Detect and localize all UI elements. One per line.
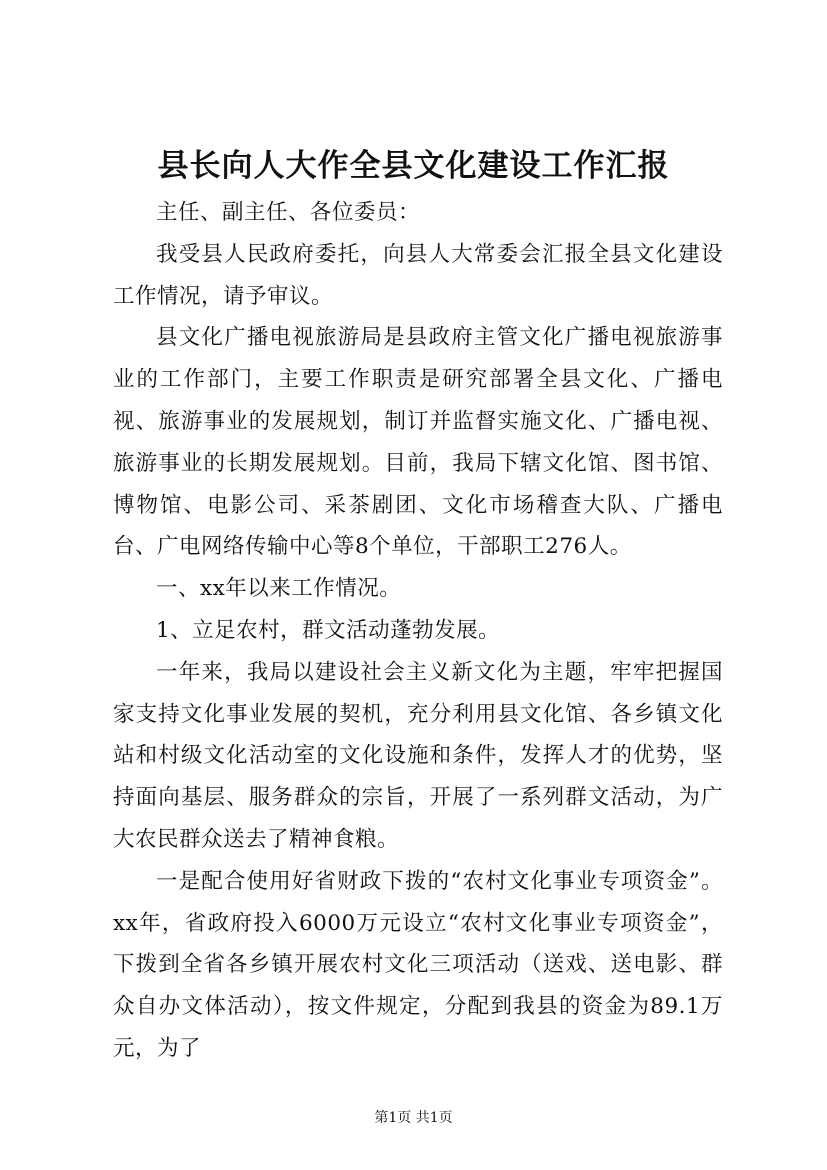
body-paragraph: 县文化广播电视旅游局是县政府主管文化广播电视旅游事业的工作部门，主要工作职责是研究部署全县文化、广播电视、旅游事业的发展规划，制订并监督实施文化、广播电视、旅游事业的长期发展规划。目前，我局下辖文化馆、图书馆、博物馆、电影公司、采茶剧团、文化市场稽查大队、广播电台、广电网络传输中心等8个单位，干部职工276人。 [113,325,723,560]
subsection-heading: 1、立足农村，群文活动蓬勃发展。 [156,617,501,643]
document-title: 县长向人大作全县文化建设工作汇报 [157,148,670,184]
salutation-paragraph: 主任、副主任、各位委员： [156,200,421,225]
body-paragraph: 一年来，我局以建设社会主义新文化为主题，牢牢把握国家支持文化事业发展的契机，充分利用县文化馆、各乡镇文化站和村级文化活动室的文化设施和条件，发挥人才的优势，坚持面向基层、服务群众的宗旨，开展了一系列群文活动，为广大农民群众送去了精神食粮。 [113,659,723,852]
document-body [113,192,723,1070]
body-paragraph: 一是配合使用好省财政下拨的“农村文化事业专项资金”。xx年，省政府投入6000万元设立“农村文化事业专项资金”，下拨到全省各乡镇开展农村文化三项活动（送戏、送电影、群众自办文体活动），按文件规定，分配到我县的资金为89.1万元，为了 [113,868,723,1061]
page-number-footer: 第1页 共1页 [374,1110,453,1126]
section-heading: 一、xx年以来工作情况。 [156,576,402,602]
body-paragraph: 我受县人民政府委托，向县人大常委会汇报全县文化建设工作情况，请予审议。 [113,241,723,309]
